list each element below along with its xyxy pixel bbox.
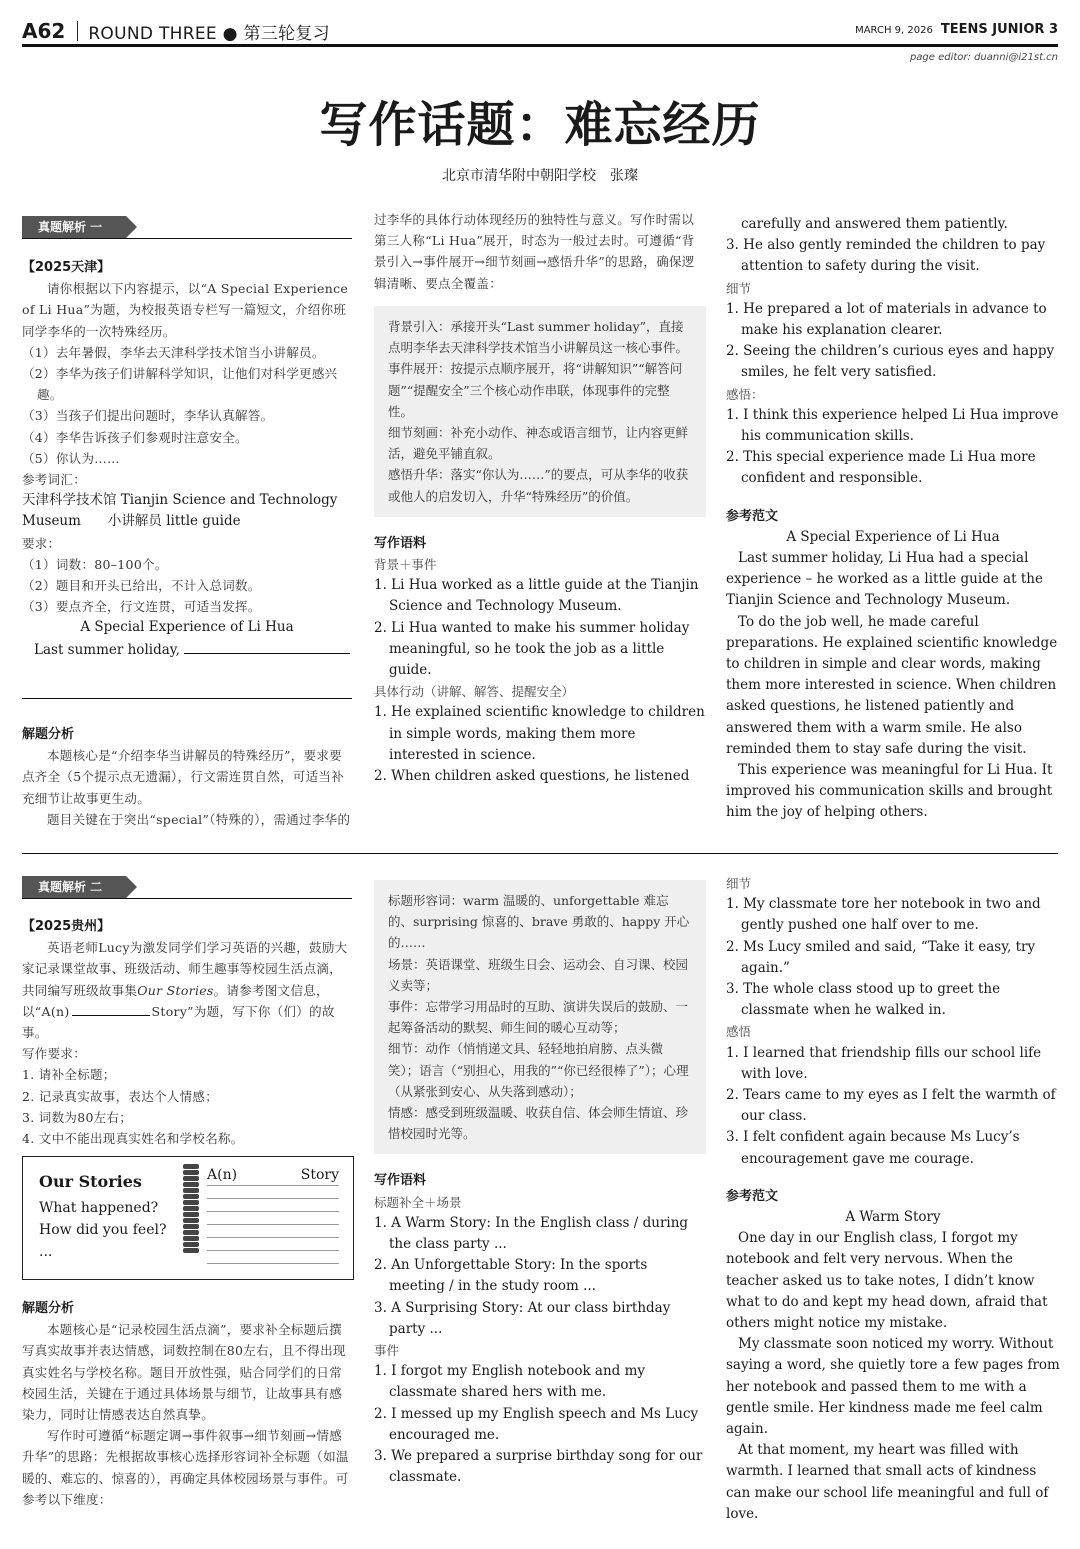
- section2-tag: 真题解析 二: [22, 876, 126, 898]
- corpus-sentence: 1. A Warm Story: In the English class / during the class party ...: [374, 1214, 689, 1253]
- corpus-subheading: 感悟：: [726, 386, 764, 402]
- tips-box: [374, 880, 706, 1154]
- model-paragraph: At that moment, my heart was filled with warmth. I learned that small acts of kindness can make our school life meaningful and full of love.: [726, 1442, 1049, 1522]
- publication-name: TEENS JUNIOR 3: [940, 22, 1058, 37]
- requirement-item: （1）词数：80–100个。: [22, 556, 168, 572]
- model-paragraph: This experience was meaningful for Li Hua. It improved his communication skills and brought him the joy of helping others.: [726, 762, 1053, 821]
- corpus-sentence-tail: carefully and answered them patiently.: [741, 216, 1008, 232]
- corpus-subheading: 具体行动（讲解、解答、提醒安全）: [374, 684, 575, 700]
- requirement-item: 4. 文中不能出现真实姓名和学校名称。: [22, 1131, 244, 1147]
- corpus-subheading: 事件: [374, 1343, 400, 1359]
- card-left: [39, 1171, 166, 1263]
- prompt-point: （3）当孩子们提出问题时，李华认真解答。: [22, 408, 274, 424]
- card-ellipsis: ...: [39, 1244, 53, 1260]
- analysis-paragraph: 本题核心是“记录校园生活点滴”，要求补全标题后撰写真实故事并表达情感，词数控制在80左右，且不得出现真实姓名与学校名称。题目开放性强，贴合同学们的日常校园生活，关键在于通过具体场景与细节，让故事具有感染力，同时让情感表达自然真挚。: [22, 1322, 346, 1423]
- prompt-part: Story”为题，写下你（们）的故事。: [22, 1003, 335, 1041]
- corpus-sentence: 3. He also gently reminded the children to pay attention to safety during the visit.: [726, 237, 1046, 275]
- corpus-sentence: 3. I felt confident again because Ms Lucy’s encouragement gave me courage.: [726, 1129, 1020, 1167]
- requirements-label: 要求：: [22, 535, 61, 551]
- card-title-line: [207, 1167, 339, 1183]
- card-question: What happened?: [39, 1200, 159, 1216]
- corpus-sentence: 1. I think this experience helped Li Hua improve his communication skills.: [726, 406, 1059, 445]
- corpus-sentence: 3. The whole class stood up to greet the classmate when he walked in.: [726, 981, 1001, 1019]
- corpus-subheading: 标题补全＋场景: [374, 1194, 462, 1210]
- corpus-sentence: 2. Tears came to my eyes as I felt the warmth of our class.: [726, 1087, 1056, 1125]
- model-paragraph: To do the job well, he made careful preparations. He explained scientific knowledge to children in simple and clear words, making them more interested in science. When children asked questions, he listened patiently and answered them with a warm smile. He also reminded them to stay safe during the visit.: [726, 613, 1058, 757]
- card-right: [207, 1167, 339, 1264]
- section2-analysis: [22, 1298, 352, 1510]
- masthead-left: [22, 18, 330, 44]
- corpus-sentence: 2. Seeing the children’s curious eyes and happy smiles, he felt very satisfied.: [726, 343, 1055, 381]
- answer-blank: [184, 639, 350, 654]
- corpus-sentence: 2. This special experience made Li Hua more confident and responsible.: [726, 449, 1036, 487]
- corpus-heading: 写作语料: [374, 1173, 427, 1189]
- tip-item: 场景：英语课堂、班级生日会、运动会、自习课、校园义卖等；: [388, 956, 689, 993]
- corpus-sentence: 1. I forgot my English notebook and my classmate shared hers with me.: [374, 1363, 646, 1401]
- corpus-sentence: 2. I messed up my English speech and Ms Lucy encouraged me.: [374, 1405, 699, 1443]
- prompt-point: （2）李华为孩子们讲解科学知识，让他们对科学更感兴趣。: [22, 366, 338, 403]
- corpus-subheading: 细节: [726, 876, 752, 891]
- prompt-part: 。请参考图文信息，以“A(n): [22, 982, 329, 1019]
- tip-item: 感悟升华：落实“你认为……”的要点，可从李华的收获或他人的启发切入，升华“特殊经历”的价值。: [388, 467, 689, 504]
- section-divider: [22, 853, 1058, 854]
- corpus-sentence: 1. He prepared a lot of materials in advance to make his explanation clearer.: [726, 300, 1047, 339]
- prompt-part: 英语老师Lucy为激发同学们学习英语的兴趣，鼓励大家记录课堂故事、班级活动、师生趣事等校园生活点滴，共同编写班级故事集: [22, 940, 348, 998]
- masthead-rule: [22, 44, 1058, 47]
- masthead-right: [855, 22, 1058, 37]
- section1-analysis: [22, 724, 352, 830]
- exam-label: 【2025天津】: [22, 260, 111, 275]
- requirement-item: 3. 词数为80左右；: [22, 1109, 133, 1125]
- section1-tag: 真题解析 一: [22, 216, 126, 238]
- page-number: A62: [22, 19, 66, 43]
- prompt-point: （1）去年暑假，李华去天津科学技术馆当小讲解员。: [22, 344, 325, 360]
- model-heading: 参考范文: [726, 508, 779, 524]
- corpus-subheading: 感悟: [726, 1024, 752, 1040]
- tip-item: 细节：动作（悄悄递文具、轻轻地拍肩膀、点头微笑）；语言（“别担心，用我的”“你已经很棒了”）；心理（从紧张到安心、从失落到感动）；: [388, 1041, 689, 1099]
- essay-opening: Last summer holiday,: [34, 641, 180, 658]
- exam-label: 【2025贵州】: [22, 919, 111, 934]
- analysis-heading: 解题分析: [22, 727, 75, 742]
- section2-tag-rule: [22, 898, 352, 899]
- issue-date: MARCH 9, 2026: [855, 25, 933, 36]
- section2-col2: [374, 880, 706, 1488]
- tip-item: 情感：感受到班级温暖、收获自信、体会师生情谊、珍惜校园时光等。: [388, 1105, 689, 1142]
- model-paragraph: My classmate soon noticed my worry. Without saying a word, she quietly tore a few pages from her notebook and passed them to me with a gentle smile. Her kindness made me feel calm again.: [726, 1336, 1060, 1438]
- analysis-paragraph-continued: 题目关键在于突出“special”（特殊的），需通过李华的: [47, 811, 351, 827]
- requirement-item: 2. 记录真实故事，表达个人情感；: [22, 1088, 219, 1104]
- section1-tag-rule: [22, 238, 352, 239]
- analysis-paragraph: 本题核心是“介绍李华当讲解员的特殊经历”，要求要点齐全（5个提示点无遗漏），行文需连贯自然，可适当补充细节让故事更生动。: [22, 748, 345, 806]
- corpus-sentence: 1. Li Hua worked as a little guide at the Tianjin Science and Technology Museum.: [374, 577, 699, 615]
- corpus-sentence: 1. He explained scientific knowledge to children in simple words, making them more interested in science.: [374, 704, 705, 763]
- tips-box: [374, 306, 706, 517]
- section2-col3: [726, 873, 1060, 1525]
- tip-item: 背景引入：承接开头“Last summer holiday”，直接点明李华去天津科学技术馆当小讲解员这一核心事件。: [388, 319, 689, 356]
- corpus-heading: 写作语料: [374, 535, 427, 551]
- corpus-sentence: 3. We prepared a surprise birthday song for our classmate.: [374, 1448, 703, 1486]
- corpus-sentence: 2. An Unforgettable Story: In the sports meeting / in the study room ...: [374, 1257, 648, 1295]
- headline: 写作话题：难忘经历: [319, 97, 761, 153]
- corpus-sentence: 2. Ms Lucy smiled and said, “Take it easy, try again.”: [726, 938, 1036, 976]
- corpus-sentence: 1. My classmate tore her notebook in two and gently pushed one half over to me.: [726, 896, 1041, 934]
- model-title: A Special Experience of Li Hua: [786, 528, 1000, 545]
- prompt-point: （4）李华告诉孩子们参观时注意安全。: [22, 429, 248, 445]
- tip-item: 标题形容词：warm 温暖的、unforgettable 难忘的、surprising 惊喜的、brave 勇敢的、happy 开心的……: [388, 893, 690, 951]
- masthead-divider: [77, 21, 78, 41]
- section1-col1: [22, 257, 352, 661]
- page-editor: page editor: duanni@i21st.cn: [909, 52, 1058, 63]
- model-paragraph: Last summer holiday, Li Hua had a special experience – he worked as a little guide at the Tianjin Science and Technology Museum.: [726, 550, 1043, 609]
- vocab-label: 参考词汇：: [22, 472, 87, 488]
- essay-opening-row: [22, 639, 352, 661]
- requirement-item: 1. 请补全标题；: [22, 1067, 116, 1083]
- corpus-sentence: 2. Li Hua wanted to make his summer holiday meaningful, so he took the job as a little guide.: [374, 619, 690, 679]
- analysis-tail-text: 过李华的具体行动体现经历的独特性与意义。写作时需以第三人称“Li Hua”展开，时态为一般过去时。可遵循“背景引入→事件展开→细节刻画→感悟升华”的思路，确保逻辑清晰、要点全覆盖：: [374, 212, 695, 291]
- prompt-text: 请你根据以下内容提示，以“A Special Experience of Li Hua”为题，为校报英语专栏写一篇短文，介绍你班同学李华的一次特殊经历。: [22, 281, 349, 339]
- corpus-subheading: 背景＋事件: [374, 557, 437, 573]
- col1-divider: [22, 698, 352, 699]
- corpus-sentence: 3. A Surprising Story: At our class birthday party ...: [374, 1299, 671, 1337]
- byline: 北京市清华附中朝阳学校 张璨: [442, 168, 638, 184]
- card-an: A(n): [207, 1167, 238, 1183]
- requirements-label: 写作要求：: [22, 1046, 87, 1062]
- title-blank: [72, 1003, 150, 1016]
- vocab-entry: 天津科学技术馆 Tianjin Science and Technology Museum 小讲解员 little guide: [22, 492, 338, 530]
- tip-item: 细节刻画：补充小动作、神态或语言细节，让内容更鲜活，避免平铺直叙。: [388, 425, 689, 462]
- corpus-sentence: 2. When children asked questions, he listened: [374, 768, 690, 785]
- prompt-point: （5）你认为……: [22, 450, 120, 466]
- corpus-sentence: 1. I learned that friendship fills our school life with love.: [726, 1044, 1042, 1082]
- essay-title: A Special Experience of Li Hua: [80, 619, 294, 636]
- our-stories-card: [22, 1156, 354, 1280]
- section-name: ROUND THREE ● 第三轮复习: [88, 23, 330, 44]
- corpus-subheading: 细节: [726, 280, 752, 296]
- notebook-spiral-icon: [183, 1163, 199, 1273]
- tip-item: 事件展开：按提示点顺序展开，将“讲解知识”“解答问题”“提醒安全”三个核心动作串联，体现事件的完整性。: [388, 361, 683, 419]
- prompt-text: [22, 937, 352, 1043]
- model-title: A Warm Story: [845, 1209, 941, 1226]
- card-story: Story: [300, 1167, 339, 1183]
- card-title: Our Stories: [39, 1172, 142, 1191]
- section1-tag-wrap: [22, 216, 126, 238]
- section1-col3: [726, 214, 1060, 824]
- analysis-paragraph: 写作时可遵循“标题定调→事件叙事→细节刻画→情感升华”的思路：先根据故事核心选择形容词补全标题（如温暖的、难忘的、惊喜的），再确定具体校园场景与事件。可参考以下维度：: [22, 1428, 349, 1507]
- requirement-item: （3）要点齐全，行文连贯，可适当发挥。: [22, 599, 261, 615]
- requirement-item: （2）题目和开头已给出，不计入总词数。: [22, 578, 261, 594]
- card-question: How did you feel?: [39, 1222, 167, 1238]
- analysis-paragraph-tail: [374, 209, 706, 294]
- model-heading: 参考范文: [726, 1188, 779, 1204]
- model-paragraph: One day in our English class, I forgot my notebook and felt very nervous. When the teacher asked us to take notes, I didn’t know what to do and kept my head down, afraid that others might notice my mistake.: [726, 1230, 1048, 1332]
- section1-col2: [374, 209, 706, 787]
- tip-item: 事件：忘带学习用品时的互助、演讲失误后的鼓励、一起筹备活动的默契、师生间的暖心互动等；: [388, 999, 689, 1036]
- section2-col1: [22, 916, 352, 1149]
- section2-tag-wrap: [22, 876, 126, 898]
- prompt-book-title: Our Stories: [137, 982, 214, 998]
- analysis-heading: 解题分析: [22, 1301, 75, 1316]
